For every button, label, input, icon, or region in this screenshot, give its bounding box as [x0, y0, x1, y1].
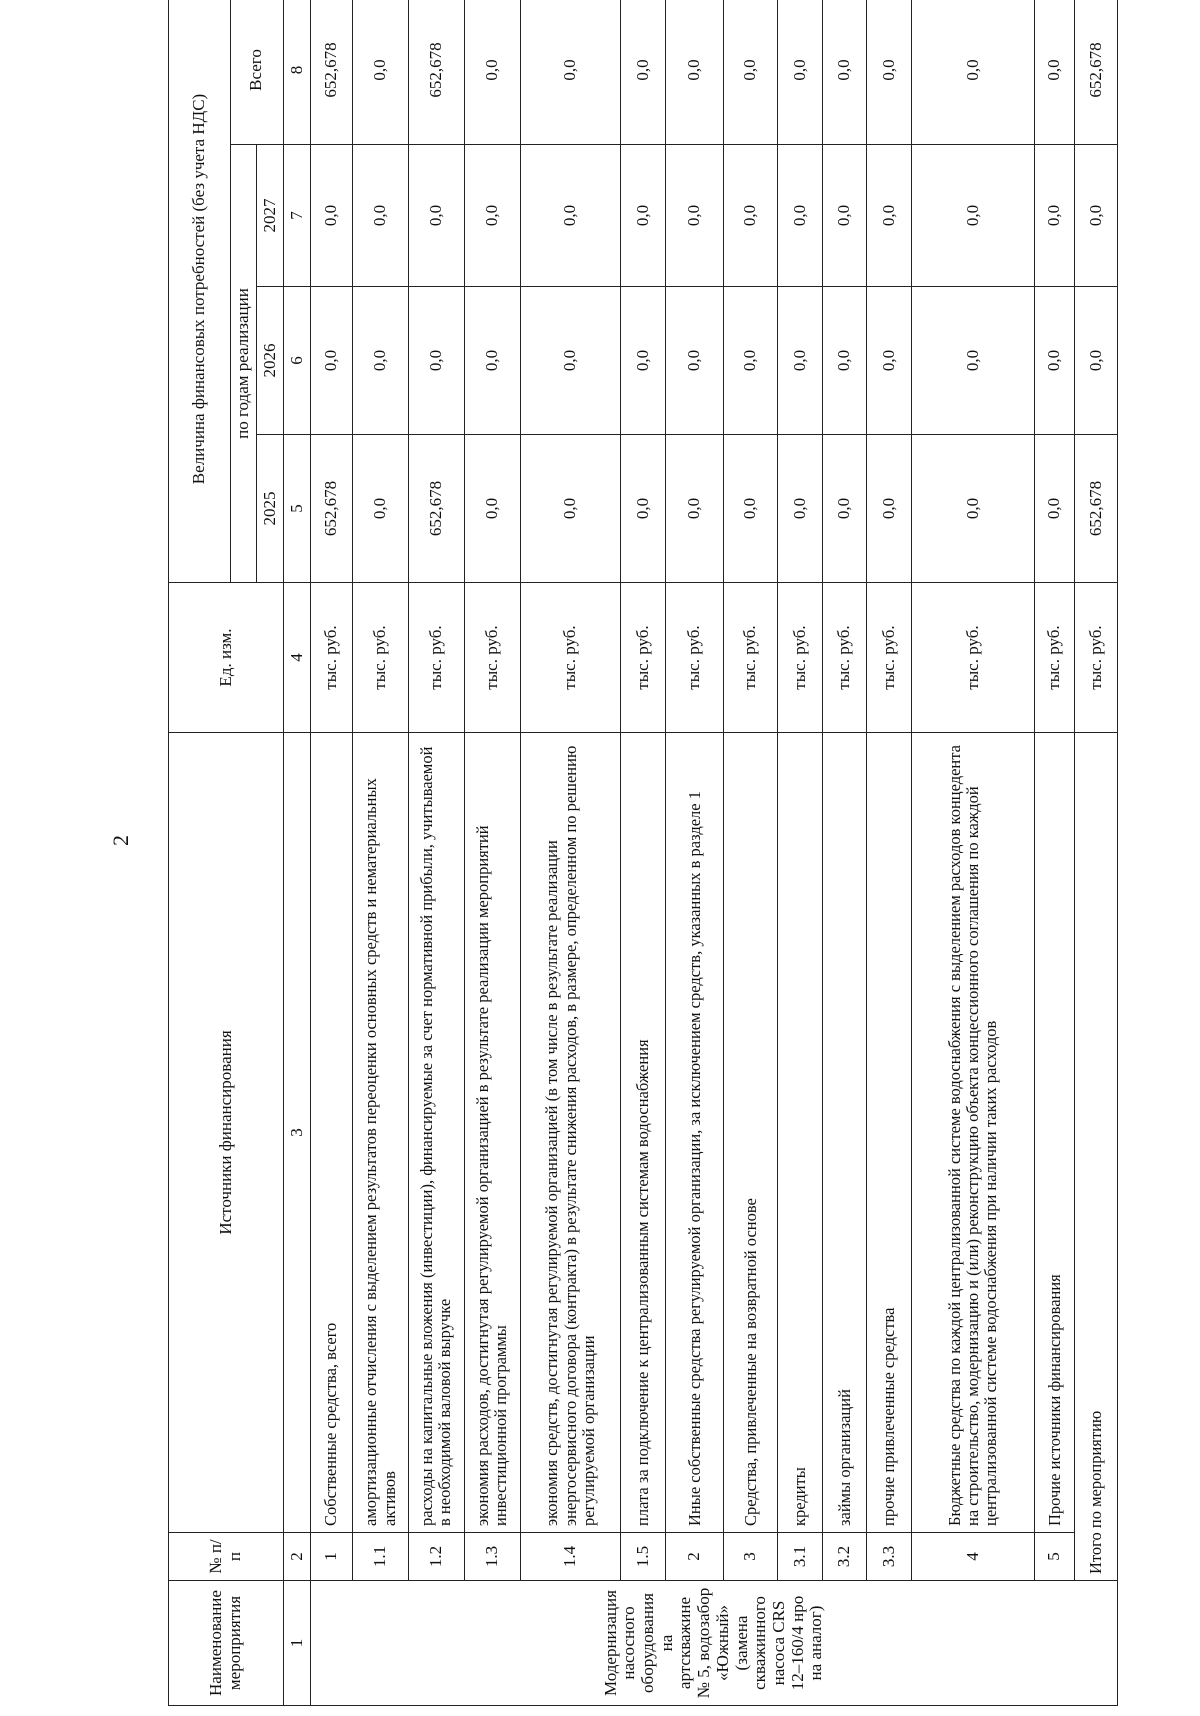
row-value-2025: 0,0	[822, 435, 867, 583]
row-unit: тыс. руб.	[666, 583, 724, 733]
row-value-2027: 0,0	[724, 145, 778, 287]
row-value-2027: 0,0	[464, 145, 520, 287]
row-unit: тыс. руб.	[724, 583, 778, 733]
row-value-2027: 0,0	[310, 145, 352, 287]
row-value-2026: 0,0	[520, 287, 621, 435]
row-value-2025: 0,0	[353, 435, 409, 583]
row-value-2025: 0,0	[666, 435, 724, 583]
column-number: 7	[284, 145, 310, 287]
table-row	[724, 0, 778, 1706]
column-number: 2	[284, 1533, 310, 1581]
row-value-total: 0,0	[778, 0, 823, 145]
row-value-total: 0,0	[666, 0, 724, 145]
row-source: плата за подключение к централизованным системам водоснабжения	[621, 733, 666, 1533]
row-unit: тыс. руб.	[409, 583, 465, 733]
row-num: 3	[724, 1533, 778, 1581]
row-value-2025: 0,0	[1035, 435, 1075, 583]
row-value-2027: 0,0	[666, 145, 724, 287]
row-num: 1.2	[409, 1533, 465, 1581]
event-name-cell: Модернизация насосного оборудования на артскважине № 5, водозабор «Южный» (замена скважинного насоса CRS 12–160/4 нро на аналог)	[310, 1581, 1117, 1706]
column-number: 8	[284, 0, 310, 145]
total-label: Итого по мероприятию	[1075, 733, 1118, 1581]
row-value-total: 0,0	[867, 0, 912, 145]
row-unit: тыс. руб.	[353, 583, 409, 733]
table-row	[912, 0, 1035, 1706]
financing-sheet	[168, 0, 1118, 1706]
row-value-2026: 0,0	[464, 287, 520, 435]
row-value-2025: 0,0	[520, 435, 621, 583]
row-value-2026: 0,0	[310, 287, 352, 435]
row-value-total: 652,678	[310, 0, 352, 145]
table-row	[310, 0, 352, 1706]
row-value-total: 0,0	[464, 0, 520, 145]
header-financial-needs: Величина финансовых потребностей (без учета НДС)	[169, 0, 231, 583]
row-value-2025: 0,0	[724, 435, 778, 583]
header-source: Источники финансирования	[169, 733, 284, 1533]
row-value-2026: 0,0	[666, 287, 724, 435]
row-value-2026: 0,0	[621, 287, 666, 435]
row-source: прочие привлеченные средства	[867, 733, 912, 1533]
row-value-2026: 0,0	[867, 287, 912, 435]
row-value-total: 652,678	[409, 0, 465, 145]
table-row	[409, 0, 465, 1706]
total-value-2027: 0,0	[1075, 145, 1118, 287]
row-value-2026: 0,0	[822, 287, 867, 435]
row-num: 1.4	[520, 1533, 621, 1581]
total-row	[1075, 0, 1118, 1706]
row-unit: тыс. руб.	[464, 583, 520, 733]
row-unit: тыс. руб.	[520, 583, 621, 733]
column-number: 3	[284, 733, 310, 1533]
row-source: кредиты	[778, 733, 823, 1533]
row-value-2027: 0,0	[353, 145, 409, 287]
table-row	[464, 0, 520, 1706]
row-num: 4	[912, 1533, 1035, 1581]
table-row	[666, 0, 724, 1706]
row-source: экономия расходов, достигнутая регулируемой организацией в результате реализации мероприятий инвестиционной программы	[464, 733, 520, 1533]
page-number: 2	[108, 835, 133, 846]
header-by-years: по годам реализации	[230, 145, 257, 583]
row-value-total: 0,0	[1035, 0, 1075, 145]
row-num: 5	[1035, 1533, 1075, 1581]
header-total: Всего	[230, 0, 284, 145]
row-source: амортизационные отчисления с выделением результатов переоценки основных средств и нематериальных активов	[353, 733, 409, 1533]
financing-table	[168, 0, 1118, 1706]
row-num: 1.5	[621, 1533, 666, 1581]
row-value-total: 0,0	[822, 0, 867, 145]
row-unit: тыс. руб.	[310, 583, 352, 733]
row-source: Собственные средства, всего	[310, 733, 352, 1533]
row-value-total: 0,0	[621, 0, 666, 145]
table-row	[520, 0, 621, 1706]
row-value-2026: 0,0	[353, 287, 409, 435]
row-unit: тыс. руб.	[621, 583, 666, 733]
row-value-2025: 0,0	[778, 435, 823, 583]
row-value-total: 0,0	[912, 0, 1035, 145]
row-value-2027: 0,0	[1035, 145, 1075, 287]
row-source: Средства, привлеченные на возвратной основе	[724, 733, 778, 1533]
column-number: 4	[284, 583, 310, 733]
row-source: Бюджетные средства по каждой централизованной системе водоснабжения с выделением расходов концедента на строительство, модернизацию и (или) реконструкцию объекта концессионного соглашения по каждой централизованной системе водоснабжения при наличии таких расходов	[912, 733, 1035, 1533]
column-number: 1	[284, 1581, 310, 1706]
row-value-2025: 652,678	[310, 435, 352, 583]
row-value-2026: 0,0	[778, 287, 823, 435]
row-value-total: 0,0	[353, 0, 409, 145]
header-year-2026: 2026	[257, 287, 284, 435]
row-value-2027: 0,0	[822, 145, 867, 287]
row-unit: тыс. руб.	[1035, 583, 1075, 733]
total-unit: тыс. руб.	[1075, 583, 1118, 733]
header-unit: Ед. изм.	[169, 583, 284, 733]
row-value-2025: 0,0	[867, 435, 912, 583]
row-num: 3.3	[867, 1533, 912, 1581]
total-value-2025: 652,678	[1075, 435, 1118, 583]
row-value-total: 0,0	[724, 0, 778, 145]
table-row	[1035, 0, 1075, 1706]
row-num: 1.3	[464, 1533, 520, 1581]
row-source: расходы на капитальные вложения (инвестиции), финансируемые за счет нормативной прибыли, учитываемой в необходимой валовой выручке	[409, 733, 465, 1533]
column-number: 5	[284, 435, 310, 583]
row-unit: тыс. руб.	[778, 583, 823, 733]
table-row	[867, 0, 912, 1706]
column-number-row	[284, 0, 310, 1706]
total-value-2026: 0,0	[1075, 287, 1118, 435]
row-unit: тыс. руб.	[822, 583, 867, 733]
header-year-2025: 2025	[257, 435, 284, 583]
total-value-all: 652,678	[1075, 0, 1118, 145]
row-value-2025: 0,0	[912, 435, 1035, 583]
row-value-2027: 0,0	[520, 145, 621, 287]
row-value-2026: 0,0	[912, 287, 1035, 435]
row-value-total: 0,0	[520, 0, 621, 145]
header-year-2027: 2027	[257, 145, 284, 287]
row-value-2027: 0,0	[409, 145, 465, 287]
row-value-2026: 0,0	[1035, 287, 1075, 435]
row-value-2025: 652,678	[409, 435, 465, 583]
row-source: Прочие источники финансирования	[1035, 733, 1075, 1533]
row-value-2027: 0,0	[912, 145, 1035, 287]
row-value-2027: 0,0	[867, 145, 912, 287]
row-num: 3.1	[778, 1533, 823, 1581]
column-number: 6	[284, 287, 310, 435]
header-num: № п/п	[169, 1533, 284, 1581]
row-value-2026: 0,0	[724, 287, 778, 435]
row-value-2025: 0,0	[464, 435, 520, 583]
row-value-2027: 0,0	[621, 145, 666, 287]
row-value-2027: 0,0	[778, 145, 823, 287]
row-source: Иные собственные средства регулируемой организации, за исключением средств, указанных в разделе 1	[666, 733, 724, 1533]
table-row	[822, 0, 867, 1706]
row-num: 1	[310, 1533, 352, 1581]
table-row	[621, 0, 666, 1706]
header-event-name: Наименование мероприятия	[169, 1581, 284, 1706]
row-num: 3.2	[822, 1533, 867, 1581]
row-num: 2	[666, 1533, 724, 1581]
table-row	[778, 0, 823, 1706]
row-num: 1.1	[353, 1533, 409, 1581]
table-row	[353, 0, 409, 1706]
row-value-2025: 0,0	[621, 435, 666, 583]
row-source: займы организаций	[822, 733, 867, 1533]
row-unit: тыс. руб.	[867, 583, 912, 733]
row-value-2026: 0,0	[409, 287, 465, 435]
row-unit: тыс. руб.	[912, 583, 1035, 733]
row-source: экономия средств, достигнутая регулируемой организацией (в том числе в результате реализации энергосервисного договора (контракта) в результате снижения расходов, в размере, определенном по решению регулируемой организации	[520, 733, 621, 1533]
